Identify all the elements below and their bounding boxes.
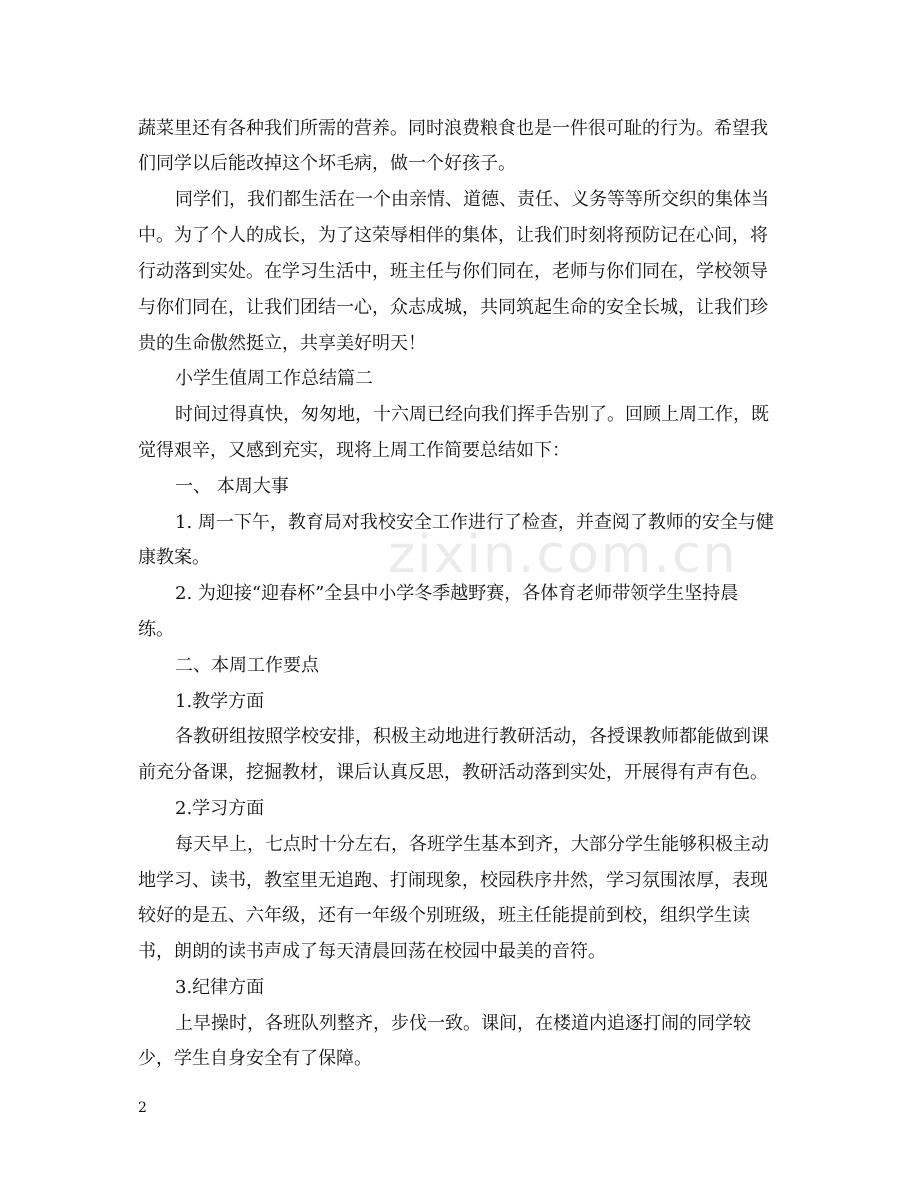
- section-title: 小学生值周工作总结篇二: [175, 368, 373, 389]
- text-line: 觉得艰辛，又感到充实，现将上周工作简要总结如下：: [138, 440, 570, 461]
- text-line: 上早操时，各班队列整齐，步伐一致。课间，在楼道内追逐打闹的同学较: [175, 1013, 751, 1034]
- text-line: 地学习、读书，教室里无追跑、打闹现象，校园秩序井然，学习氛围浓厚，表现: [138, 870, 768, 891]
- heading-line: 一、 本周大事: [175, 476, 289, 497]
- text-line: 1. 周一下午，教育局对我校安全工作进行了检查，并查阅了教师的安全与健: [175, 512, 774, 533]
- text-line: 2. 为迎接“迎春杯”全县中小学冬季越野赛，各体育老师带领学生坚持晨: [175, 583, 739, 604]
- text-line: 书，朗朗的读书声成了每天清晨回荡在校园中最美的音符。: [138, 941, 606, 962]
- text-line: 前充分备课，挖掘教材，课后认真反思，教研活动落到实处，开展得有声有色。: [138, 762, 768, 783]
- text-line: 每天早上，七点时十分左右，各班学生基本到齐，大部分学生能够积极主动: [175, 834, 769, 855]
- subheading-line: 1.教学方面: [175, 691, 265, 712]
- watermark: zixin.com.cn: [388, 525, 738, 585]
- text-line: 们同学以后能改掉这个坏毛病，做一个好孩子。: [138, 153, 516, 174]
- text-line: 行动落到实处。在学习生活中，班主任与你们同在，老师与你们同在，学校领导: [138, 261, 768, 282]
- text-line: 与你们同在，让我们团结一心，众志成城，共同筑起生命的安全长城，让我们珍: [138, 297, 768, 318]
- subheading-line: 3.纪律方面: [175, 977, 265, 998]
- text-line: 少，学生自身安全有了保障。: [138, 1048, 372, 1069]
- page-number: 2: [138, 1100, 147, 1116]
- text-line: 时间过得真快，匆匆地，十六周已经向我们挥手告别了。回顾上周工作，既: [175, 404, 769, 425]
- text-line: 康教案。: [138, 547, 210, 568]
- text-line: 同学们，我们都生活在一个由亲情、道德、责任、义务等等所交织的集体当: [175, 189, 769, 210]
- text-line: 贵的生命傲然挺立，共享美好明天！: [138, 333, 426, 354]
- text-line: 中。为了个人的成长，为了这荣辱相伴的集体，让我们时刻将预防记在心间，将: [138, 225, 768, 246]
- subheading-line: 2.学习方面: [175, 798, 265, 819]
- text-line: 练。: [138, 619, 174, 640]
- text-line: 蔬菜里还有各种我们所需的营养。同时浪费粮食也是一件很可耻的行为。希望我: [138, 118, 768, 139]
- text-line: 较好的是五、六年级，还有一年级个别班级，班主任能提前到校，组织学生读: [138, 905, 750, 926]
- text-line: 各教研组按照学校安排，积极主动地进行教研活动，各授课教师都能做到课: [175, 726, 769, 747]
- heading-line: 二、本周工作要点: [175, 655, 319, 676]
